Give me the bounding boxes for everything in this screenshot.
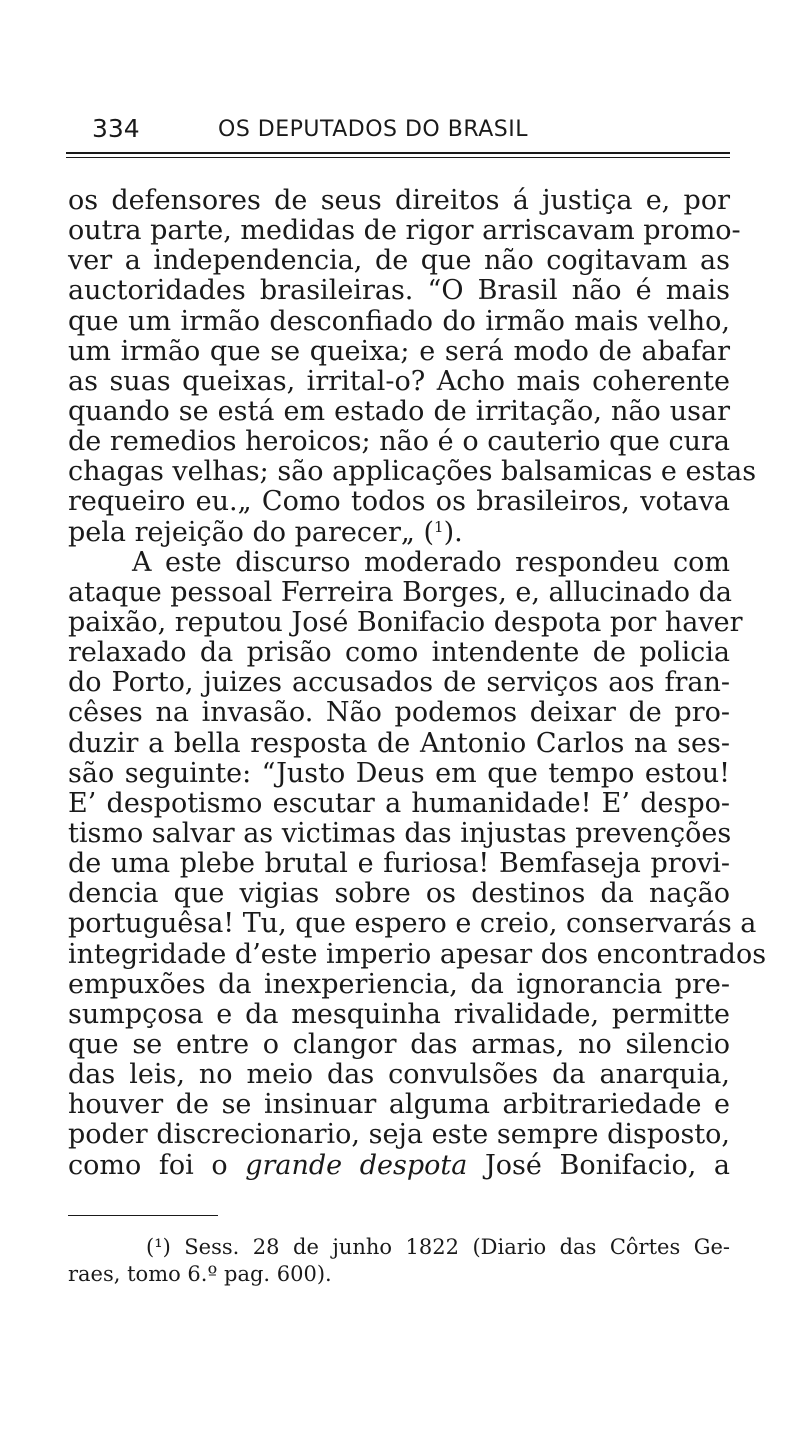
text-line: requeiro eu.„ Como todos os brasileiros, votava — [68, 486, 730, 518]
text-line: tismo salvar as victimas das injustas prevenções — [68, 817, 732, 849]
line-text: como foi o — [68, 1149, 246, 1181]
text-line: os defensores de seus direitos á justiça e, por — [68, 185, 730, 216]
text-line-paragraph-start: A este discurso moderado respondeu com — [132, 546, 730, 578]
text-line: um irmão que se queixa; e será modo de abafar — [68, 335, 730, 367]
text-line: houver de se insinuar alguma arbitrariedade e — [68, 1089, 730, 1121]
footnote-reference-close: ). — [443, 516, 463, 548]
text-line: duzir a bella resposta de Antonio Carlos na ses- — [68, 727, 730, 759]
text-line: de uma plebe brutal e furiosa! Bemfaseja provi- — [68, 848, 730, 880]
text-line-paragraph-end — [68, 518, 730, 548]
text-line: dencia que vigias sobre os destinos da nação — [68, 878, 730, 910]
body-text — [68, 185, 767, 1181]
text-line: chagas velhas; são applicações balsamicas e estas — [68, 456, 757, 488]
footnote-text: Sess. 28 de junho 1822 (Diario das Côrtes Ge- — [170, 1235, 730, 1259]
line-text-end: José Bonifacio, a — [467, 1149, 730, 1181]
text-line: são seguinte: “Justo Deus em que tempo estou! — [68, 757, 730, 789]
text-line: poder discrecionario, seja este sempre disposto, — [68, 1119, 730, 1151]
text-line: quando se está em estado de irritação, não usar — [68, 395, 730, 427]
page-number: 334 — [92, 114, 140, 143]
line-text: pela rejeição do parecer„ ( — [68, 516, 435, 548]
text-line: ataque pessoal Ferreira Borges, e, allucinado da — [68, 576, 733, 608]
text-line: que se entre o clangor das armas, no silencio — [68, 1028, 730, 1060]
header-rule-thick — [66, 152, 730, 154]
text-line-final — [68, 1151, 730, 1181]
text-line: que um irmão desconfiado do irmão mais velho, — [68, 305, 730, 337]
footnote-separator — [68, 1215, 218, 1216]
text-line: paixão, reputou José Bonifacio despota por haver — [68, 606, 743, 638]
running-title: OS DEPUTADOS DO BRASIL — [218, 117, 528, 142]
emphasis-text: grande despota — [245, 1149, 468, 1181]
text-line: auctoridades brasileiras. “O Brasil não é mais — [68, 275, 730, 307]
text-line: integridade d’este imperio apesar dos encontrados — [68, 938, 767, 970]
text-line: ver a independencia, de que não cogitavam as — [68, 245, 730, 277]
text-line: portuguêsa! Tu, que espero e creio, conservarás a — [68, 908, 757, 940]
text-line: do Porto, juizes accusados de serviços aos fran- — [68, 667, 730, 699]
footnote-line: raes, tomo 6.º pag. 600). — [68, 1262, 332, 1286]
page-header — [92, 114, 732, 150]
footnote-reference: 1 — [434, 517, 444, 536]
text-line: sumpçosa e da mesquinha rivalidade, permitte — [68, 998, 730, 1030]
text-line: empuxões da inexperiencia, da ignorancia pre- — [68, 968, 730, 1000]
footnote-line — [68, 1234, 730, 1261]
text-line: E’ despotismo escutar a humanidade! E’ despo- — [68, 787, 730, 819]
footnote-marker: (¹) — [146, 1235, 171, 1259]
text-line: cêses na invasão. Não podemos deixar de pro- — [68, 697, 730, 729]
header-rule-thin — [66, 157, 730, 158]
text-line: das leis, no meio das convulsões da anarquia, — [68, 1059, 730, 1091]
text-line: relaxado da prisão como intendente de policia — [68, 637, 730, 669]
text-line: de remedios heroicos; não é o cauterio que cura — [68, 426, 730, 458]
text-line: outra parte, medidas de rigor arriscavam promo- — [68, 215, 741, 247]
footnotes — [68, 1234, 730, 1288]
text-line: as suas queixas, irrital-o? Acho mais coherente — [68, 365, 730, 397]
